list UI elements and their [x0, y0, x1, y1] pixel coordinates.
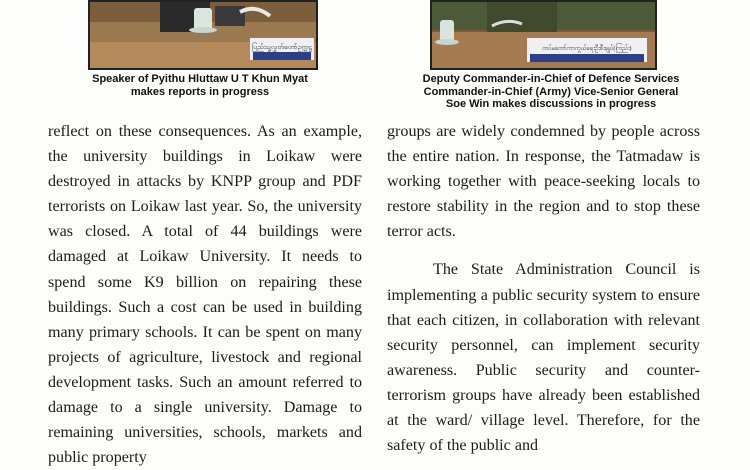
caption-line: Deputy Commander-in-Chief of Defence Services: [422, 73, 680, 85]
article-column-right: [387, 119, 700, 458]
article-column-left: [48, 119, 362, 470]
article-paragraph: reflect on these consequences. As an example, the university buildings in Loikaw were destroyed in attacks by KNPP group and PDF terrorists on Loikaw last year. So, the university was closed. A total of 44 buildings were damaged at Loikaw University. It needs to spend some K9 billion on repairing these buildings. Such a cost can be used in building many primary schools. It can be spent on many projects of agriculture, livestock and regional development tasks. Such an amount referred to damage to a single university. Damage to remaining universities, schools, markets and public property: [48, 123, 362, 467]
article-paragraph: The State Administration Council is implementing a public security system to ensure that each citizen, in collaboration with relevant security personnel, can implement security awareness. Public security and counter-terrorism groups have already been established at the ward/ village level. Therefore, for the safety of the public and: [387, 261, 700, 455]
caption-line: makes reports in progress: [130, 85, 270, 98]
article-paragraph: groups are widely condemned by people across the entire nation. In response, the Tatmadaw is working together with peace-seeking locals to restore stability in the region and to stop these terror acts.: [387, 123, 700, 241]
photo-caption-left: [60, 73, 340, 98]
caption-line: Speaker of Pyithu Hluttaw U T Khun Myat: [92, 73, 308, 85]
nameplate-left: ပြည်သူ့လွှတ်တော်ဥက္ကဋ္ဌ: [251, 43, 313, 51]
caption-line: Commander-in-Chief (Army) Vice-Senior General: [423, 85, 679, 98]
photo-speaker-image: [90, 2, 316, 68]
photo-deputy-commander: [430, 0, 657, 70]
caption-line: Soe Win makes discussions in progress: [445, 98, 657, 110]
photo-caption-right: [392, 73, 710, 111]
nameplate-right: တပ်မတော်ကာကွယ်ရေးဦးစီးချုပ်(ကြည်း): [542, 46, 632, 52]
photo-deputy-commander-image: [432, 2, 655, 68]
photo-speaker: [88, 0, 318, 70]
